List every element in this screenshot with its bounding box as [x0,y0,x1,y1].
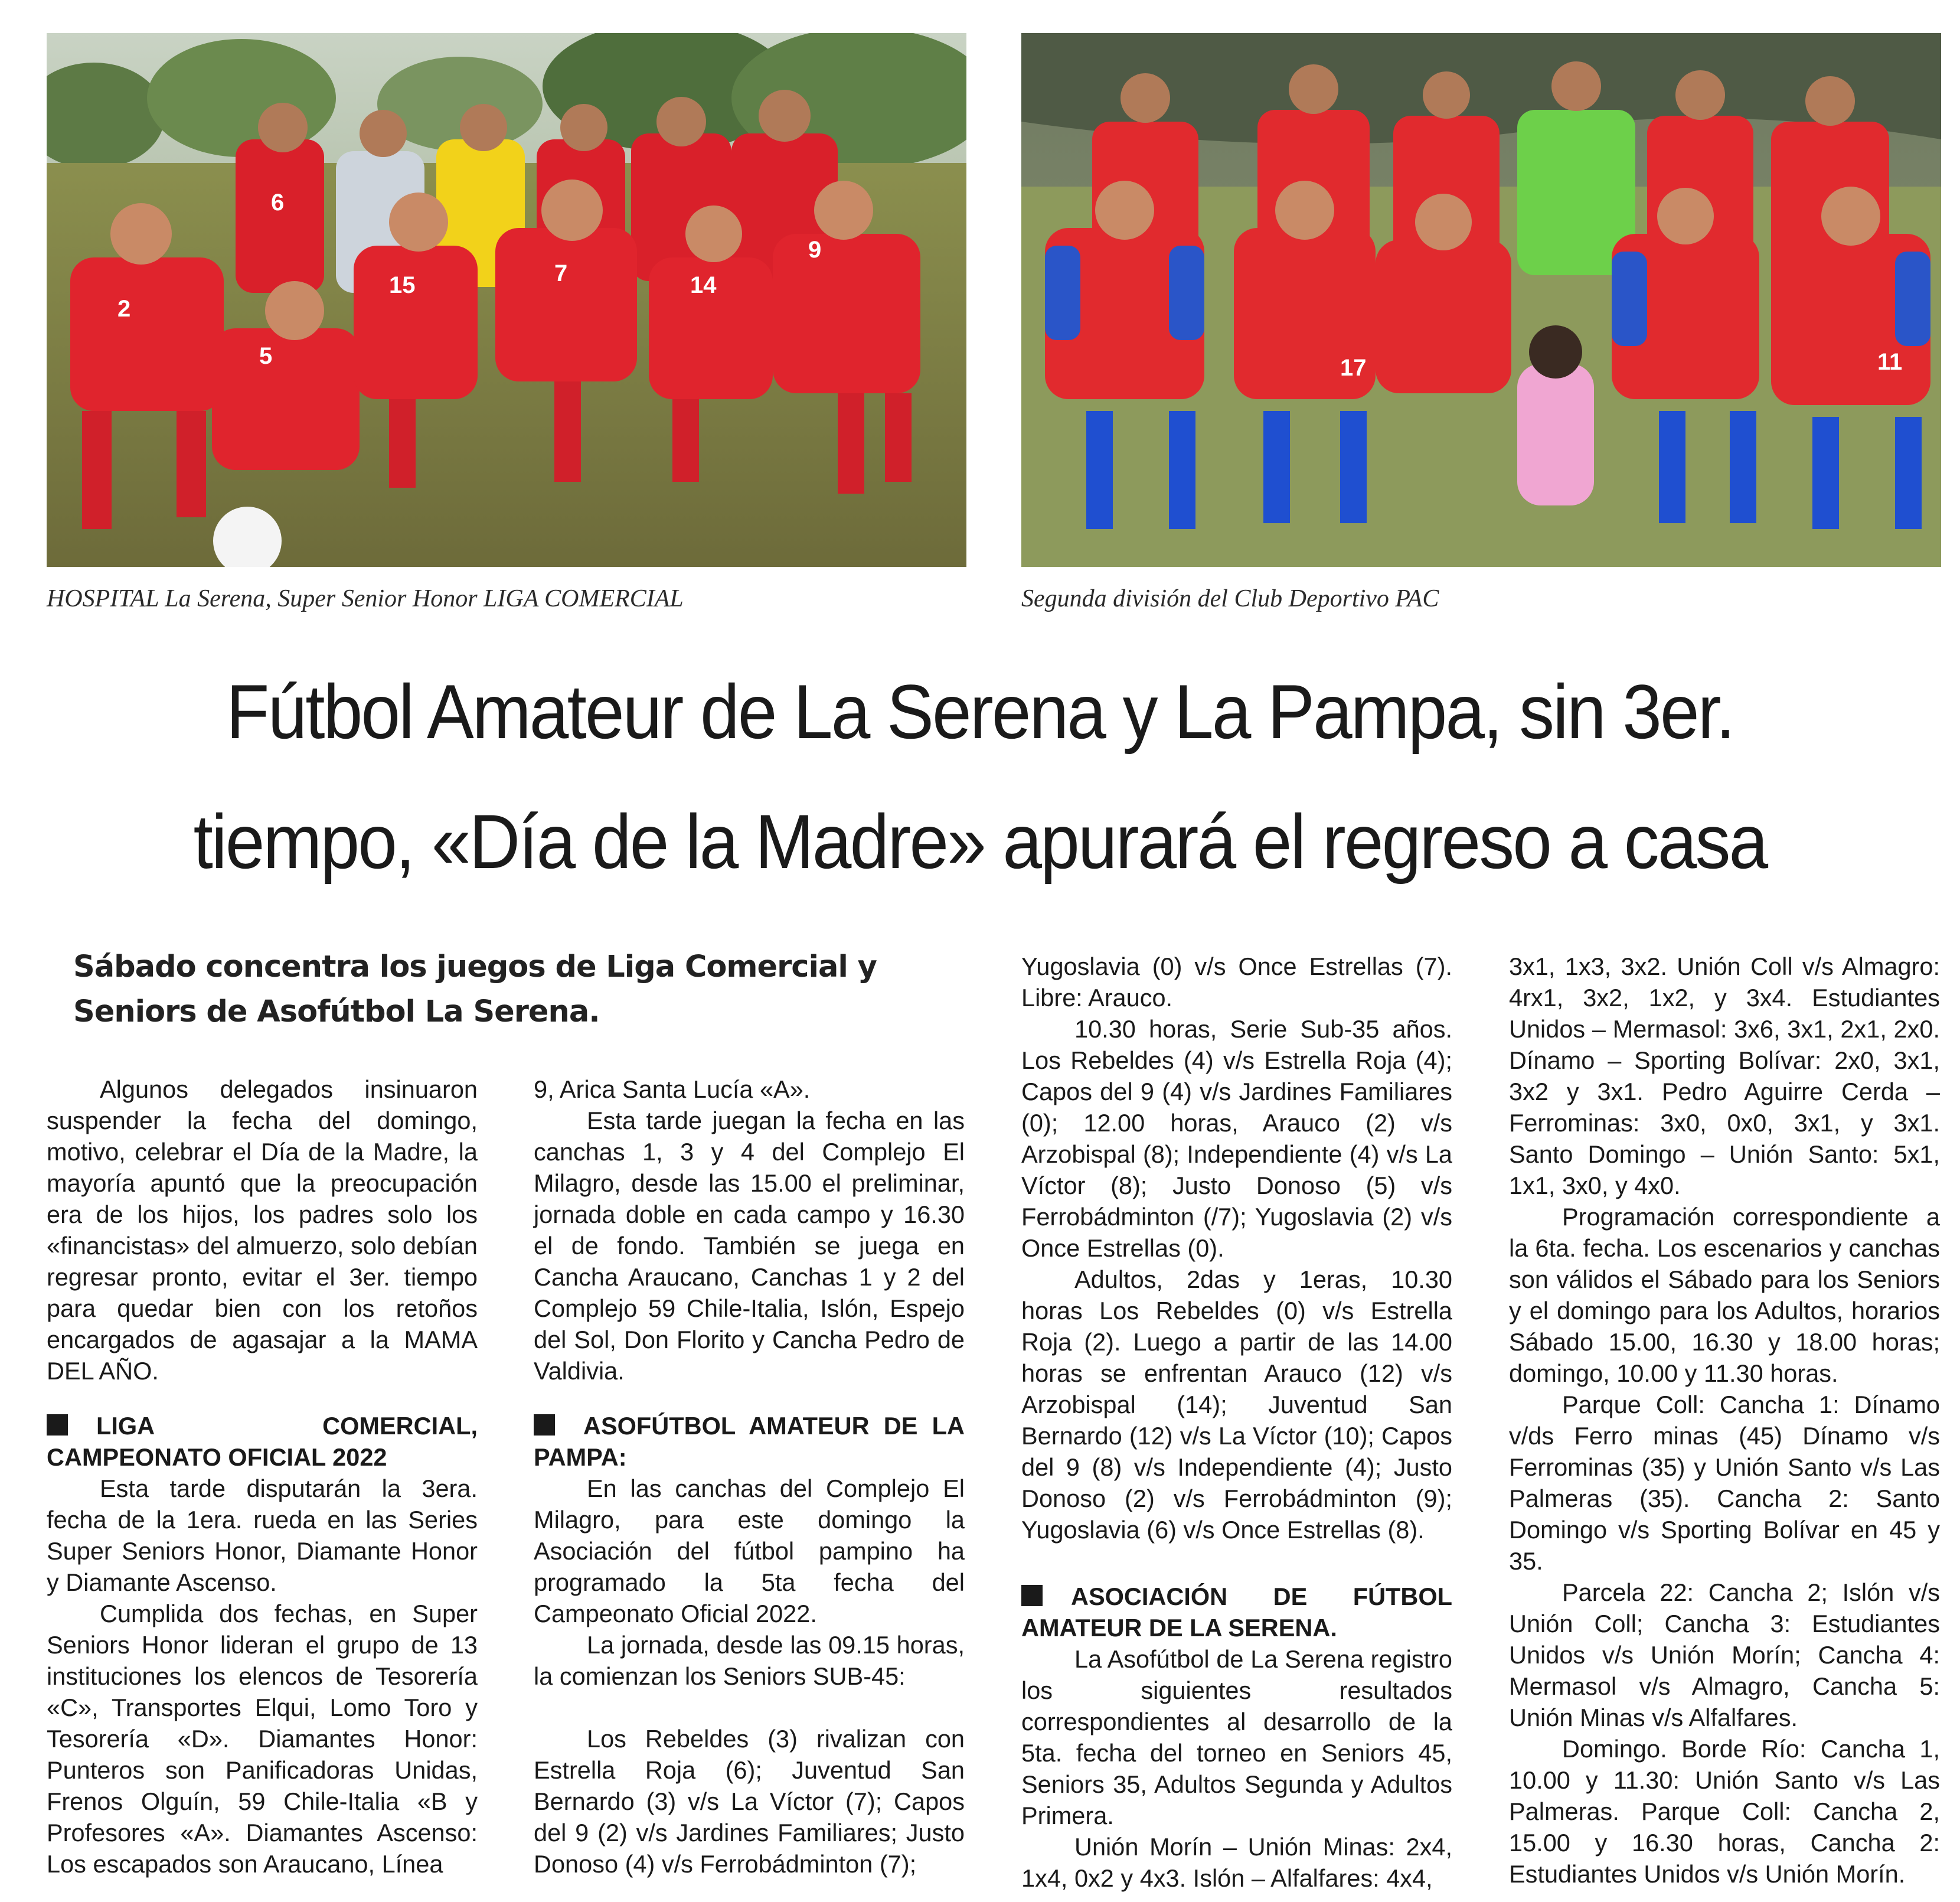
paragraph: Algunos delegados insinuaron suspender la fecha del domingo, motivo, celebrar el Día de la Madre, la mayoría apuntó que la preocupación era de los hijos, los padres solo los «financistas» del almuerzo, solo debían regresar pronto, evitar el 3er. tiempo para quedar bien con los retoños encargados de agasajar a la MAMA DEL AÑO. [47,1075,478,1385]
jersey-number: 7 [554,260,568,286]
jersey-number: 9 [808,237,822,263]
photo-caption-left: HOSPITAL La Serena, Super Senior Honor LIGA COMERCIAL [47,585,684,612]
article-column-2 [534,1074,965,1880]
paragraph: Domingo. Borde Río: Cancha 1, 10.00 y 11.30: Unión Santo v/s Las Palmeras. Parque Coll: Cancha 2, 15.00 y 16.30 horas, Cancha 2: Estudiantes Unidos v/s Unión Morín. [1509,1735,1940,1888]
paragraph: Programación correspondiente a la 6ta. fecha. Los escenarios y canchas son válidos el Sábado para los Seniors y el domingo para los Adultos, horarios Sábado 15.00, 16.30 y 18.00 horas; domingo, 10.00 y 11.30 horas. [1509,1203,1940,1387]
paragraph: 10.30 horas, Serie Sub-35 años. Los Rebeldes (4) v/s Estrella Roja (4); Capos del 9 (4) v/s Jardines Familiares (0); 12.00 horas, Arauco (2) v/s Arzobispal (8); Independiente (4) v/s La Víctor (8); Justo Donoso (5) v/s Ferrobádminton (/7); Yugoslavia (2) v/s Once Estrellas (0). [1021,1015,1452,1262]
team-photo-pac-image [1021,33,1941,567]
article-column-3 [1021,951,1452,1894]
paragraph: Parcela 22: Cancha 2; Islón v/s Unión Coll; Cancha 3: Estudiantes Unidos v/s Unión Morín; Cancha 4: Mermasol v/s Almagro, Cancha 5: Unión Minas v/s Alfalfares. [1509,1578,1940,1731]
section-heading-text: ASOCIACIÓN DE FÚTBOL AMATEUR DE LA SERENA. [1021,1583,1452,1642]
jersey-number: 17 [1340,355,1367,381]
paragraph: La jornada, desde las 09.15 horas, la comienzan los Seniors SUB-45: [534,1631,965,1690]
paragraph: Parque Coll: Cancha 1: Dínamo v/ds Ferro minas (45) Dínamo v/s Ferrominas (35) y Unión Santo v/s Las Palmeras (35). Cancha 2: Santo Domingo v/s Sporting Bolívar en 45 y 35. [1509,1391,1940,1575]
paragraph: En las canchas del Complejo El Milagro, para este domingo la Asociación del fútbol pampino ha programado la 5ta fecha del Campeonato Oficial 2022. [534,1474,965,1627]
jersey-number: 2 [117,296,131,322]
section-heading [534,1410,965,1473]
section-heading-text: ASOFÚTBOL AMATEUR DE LA PAMPA: [534,1412,965,1471]
paragraph: 3x1, 1x3, 3x2. Unión Coll v/s Almagro: 4rx1, 3x2, 1x2, y 3x4. Estudiantes Unidos – Mermasol: 3x6, 3x1, 2x1, 2x0. Dínamo – Sporting Bolívar: 2x0, 3x1, 3x2 y 3x1. Pedro Aguirre Cerda – Ferrominas: 3x0, 0x0, 3x1, y 3x1. Santo Domingo – Unión Santo: 5x1, 1x1, 3x0, y 4x0. [1509,952,1940,1199]
team-photo-hospital-image [47,33,966,567]
paragraph: 9, Arica Santa Lucía «A». [534,1075,811,1103]
team-photo-pac [1021,33,1941,567]
photo-caption-right: Segunda división del Club Deportivo PAC [1021,585,1439,612]
jersey-number: 11 [1877,349,1903,375]
bullet-square [47,1414,68,1436]
jersey-number: 6 [271,190,285,216]
paragraph: Adultos, 2das y 1eras, 10.30 horas Los Rebeldes (0) v/s Estrella Roja (2). Luego a partir de las 14.00 horas se enfrentan Arauco (12) v/s Arzobispal (14); Juventud San Bernardo (12) v/s La Víctor (10); Capos del 9 (8) v/s Independiente (4); Justo Donoso (2) v/s Ferrobádminton (9); Yugoslavia (6) v/s Once Estrellas (8). [1021,1265,1452,1544]
paragraph: Yugoslavia (0) v/s Once Estrellas (7). Libre: Arauco. [1021,952,1452,1012]
paragraph: Esta tarde juegan la fecha en las canchas 1, 3 y 4 del Complejo El Milagro, desde las 15.00 el preliminar, jornada doble en cada campo y 16.30 el de fondo. También se juega en Cancha Araucano, Canchas 1 y 2 del Complejo 59 Chile-Italia, Islón, Espejo del Sol, Don Florito y Cancha Pedro de Valdivia. [534,1107,965,1385]
subhead-line-1: Sábado concentra los juegos de Liga Comercial y [73,950,877,984]
paragraph: Esta tarde disputarán la 3era. fecha de la 1era. rueda en las Series Super Seniors Honor, Diamante Honor y Diamante Ascenso. [47,1474,478,1596]
section-heading [1021,1581,1452,1643]
jersey-number: 15 [389,272,416,298]
section-heading-text: LIGA COMERCIAL, CAMPEONATO OFICIAL 2022 [47,1412,478,1471]
article-column-4 [1509,951,1940,1890]
team-photo-hospital [47,33,966,567]
paragraph: Cumplida dos fechas, en Super Seniors Honor lideran el grupo de 13 instituciones los elencos de Tesorería «C», Transportes Elqui, Lomo Toro y Tesorería «D». Diamantes Honor: Punteros son Panificadoras Unidas, Frenos Olguín, 59 Chile-Italia «B y Profesores «A». Diamantes Ascenso: Los escapados son Araucano, Línea [47,1600,478,1878]
jersey-number: 14 [690,272,717,298]
bullet-square [534,1414,555,1436]
jersey-number: 5 [259,343,273,369]
paragraph: Los Rebeldes (3) rivalizan con Estrella Roja (6); Juventud San Bernardo (3) v/s La Víctor (7); Capos del 9 (2) v/s Jardines Familiares; Justo Donoso (4) v/s Ferrobádminton (7); [534,1725,965,1878]
article-column-1 [47,1074,478,1880]
subhead-line-2: Seniors de Asofútbol La Serena. [73,994,600,1029]
headline-line-2: tiempo, «Día de la Madre» apurará el regreso a casa [193,798,1767,885]
section-heading [47,1410,478,1473]
paragraph: Unión Morín – Unión Minas: 2x4, 1x4, 0x2 y 4x3. Islón – Alfalfares: 4x4, [1021,1833,1452,1892]
paragraph: La Asofútbol de La Serena registro los siguientes resultados correspondientes al desarrollo de la 5ta. fecha del torneo en Seniors 45, Seniors 35, Adultos Segunda y Adultos Primera. [1021,1645,1452,1829]
headline-line-1: Fútbol Amateur de La Serena y La Pampa, sin 3er. [226,668,1734,755]
bullet-square [1021,1585,1043,1606]
